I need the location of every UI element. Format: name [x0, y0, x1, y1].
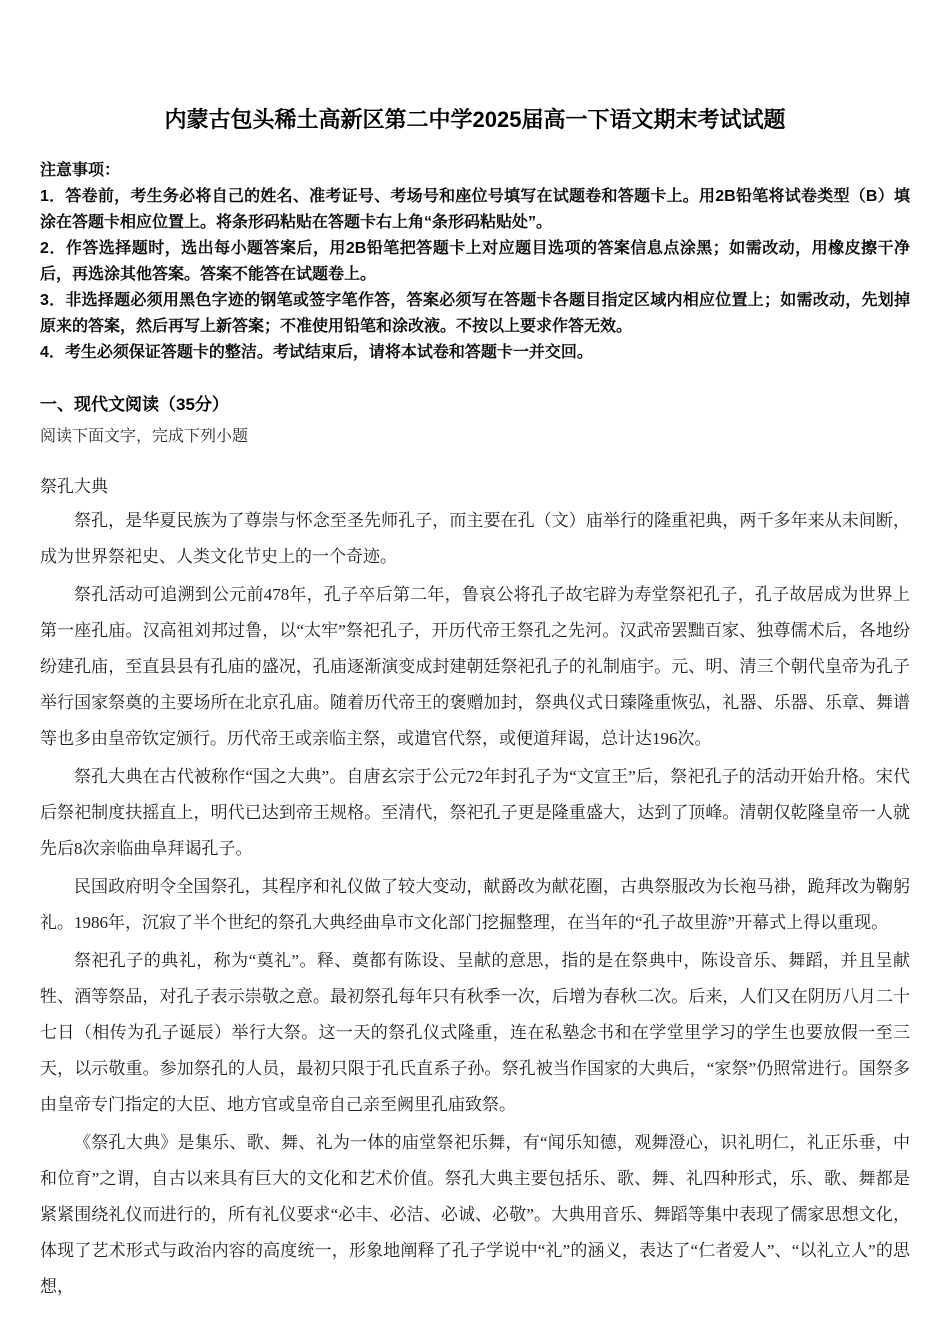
passage-body	[40, 503, 910, 1305]
passage-paragraph-1: 祭孔，是华夏民族为了尊崇与怀念至圣先师孔子，而主要在孔（文）庙举行的隆重祀典，两千多年来从未间断，成为世界祭祀史、人类文化节史上的一个奇迹。	[40, 511, 910, 566]
notice-section	[40, 158, 910, 366]
passage-paragraph-3: 祭孔大典在古代被称作“国之大典”。自唐玄宗于公元72年封孔子为“文宣王”后，祭祀孔子的活动开始升格。宋代后祭祀制度扶摇直上，明代已达到帝王规格。至清代，祭祀孔子更是隆重盛大，达到了顶峰。清朝仅乾隆皇帝一人就先后8次亲临曲阜拜谒孔子。	[40, 767, 910, 858]
section-heading: 一、现代文阅读（35分）	[40, 395, 229, 414]
passage-paragraph-2: 祭孔活动可追溯到公元前478年，孔子卒后第二年，鲁哀公将孔子故宅辟为寿堂祭祀孔子，孔子故居成为世界上第一座孔庙。汉高祖刘邦过鲁，以“太牢”祭祀孔子，开历代帝王祭孔之先河。汉武帝罢黜百家、独尊儒术后，各地纷纷建孔庙，至直县县有孔庙的盛况，孔庙逐渐演变成封建朝廷祭祀孔子的礼制庙宇。元、明、清三个朝代皇帝为孔子举行国家祭奠的主要场所在北京孔庙。随着历代帝王的褒赠加封，祭典仪式日臻隆重恢弘，礼器、乐器、乐章、舞谱等也多由皇帝钦定颁行。历代帝王或亲临主祭，或遣官代祭，或便道拜谒，总计达196次。	[40, 585, 910, 748]
notice-item-4: 4．考生必须保证答题卡的整洁。考试结束后，请将本试卷和答题卡一并交回。	[40, 344, 593, 361]
reading-instruction: 阅读下面文字，完成下列小题	[40, 428, 249, 445]
passage-paragraph-5: 祭祀孔子的典礼，称为“奠礼”。释、奠都有陈设、呈献的意思，指的是在祭典中，陈设音乐、舞蹈，并且呈献牲、酒等祭品，对孔子表示崇敬之意。最初祭孔每年只有秋季一次，后增为春秋二次。后来，人们又在阴历八月二十七日（相传为孔子诞辰）举行大祭。这一天的祭孔仪式隆重，连在私塾念书和在学堂里学习的学生也要放假一至三天，以示敬重。参加祭孔的人员，最初只限于孔氏直系子孙。祭孔被当作国家的大典后，“家祭”仍照常进行。国祭多由皇帝专门指定的大臣、地方官或皇帝自己亲至阙里孔庙致祭。	[40, 951, 910, 1114]
notice-item-1: 1．答卷前，考生务必将自己的姓名、准考证号、考场号和座位号填写在试题卷和答题卡上。用2B铅笔将试卷类型（B）填涂在答题卡相应位置上。将条形码粘贴在答题卡右上角“条形码粘贴处”。	[40, 188, 910, 231]
passage-title: 祭孔大典	[40, 477, 108, 496]
notice-item-3: 3．非选择题必须用黑色字迹的钢笔或签字笔作答，答案必须写在答题卡各题目指定区域内相应位置上；如需改动，先划掉原来的答案，然后再写上新答案；不准使用铅笔和涂改液。不按以上要求作答无效。	[40, 292, 910, 335]
passage-paragraph-6: 《祭孔大典》是集乐、歌、舞、礼为一体的庙堂祭祀乐舞，有“闻乐知德，观舞澄心，识礼明仁，礼正乐垂，中和位育”之谓，自古以来具有巨大的文化和艺术价值。祭孔大典主要包括乐、歌、舞、礼四种形式，乐、歌、舞都是紧紧围绕礼仪而进行的，所有礼仪要求“必丰、必洁、必诚、必敬”。大典用音乐、舞蹈等集中表现了儒家思想文化，体现了艺术形式与政治内容的高度统一，形象地阐释了孔子学说中“礼”的涵义，表达了“仁者爱人”、“以礼立人”的思想，	[40, 1133, 910, 1296]
notice-heading: 注意事项：	[40, 162, 121, 179]
page-title: 内蒙古包头稀土高新区第二中学2025届高一下语文期末考试试题	[164, 107, 786, 132]
passage-paragraph-4: 民国政府明令全国祭孔，其程序和礼仪做了较大变动，献爵改为献花圈，古典祭服改为长袍马褂，跪拜改为鞠躬礼。1986年，沉寂了半个世纪的祭孔大典经曲阜市文化部门挖掘整理，在当年的“孔子故里游”开幕式上得以重现。	[40, 877, 910, 932]
notice-item-2: 2．作答选择题时，选出每小题答案后，用2B铅笔把答题卡上对应题目选项的答案信息点涂黑；如需改动，用橡皮擦干净后，再选涂其他答案。答案不能答在试题卷上。	[40, 240, 910, 283]
